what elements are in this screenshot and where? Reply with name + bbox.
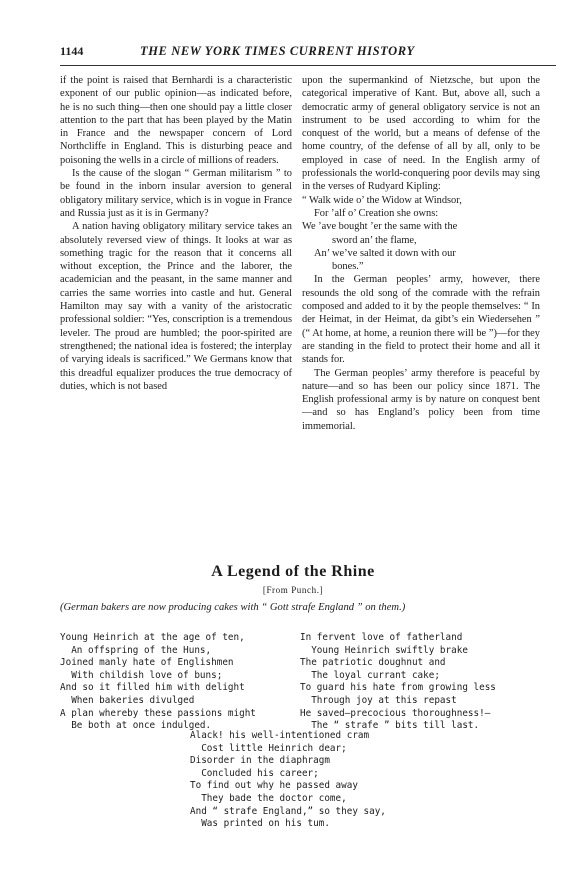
header-rule xyxy=(60,65,556,66)
poem-line: Young Heinrich at the age of ten, xyxy=(60,632,245,643)
poem-line: To guard his hate from growing less xyxy=(300,682,496,694)
page-number: 1144 xyxy=(60,44,84,58)
verse-line: An’ we’ve salted it down with our xyxy=(314,247,456,259)
verse-line: We ’ave bought ’er the same with the xyxy=(302,221,458,233)
article-paragraph: The German peoples’ army therefore is peaceful by nature—and so has been our policy since 1871. The English professional army is by nature on conquest bent—and so has England’s policy been from time immemorial. xyxy=(302,367,540,432)
poem-line: Was printed on his tum. xyxy=(190,818,330,830)
page-header xyxy=(60,44,546,62)
article-paragraph: A nation having obligatory military service takes an absolutely reversed view of things. It looks at war as something tragic for the reason that it concerns all without exception, the Prince and the laborer, the academician and the peasant, in the same manner and carries the same worries into castle and hut. General Hamilton may say with a vanity of the aristocratic professional soldier: “Yes, conscription is a tremendous leveler. The proud are humbled; the poor-spirited are strengthened; the national idea is fostered; the interplay of varying ideals is sacrificed.” We Germans know that this dreadful equalizer produces the true democracy of duties, which is not based xyxy=(60,221,292,392)
poem-line: They bade the doctor come, xyxy=(190,792,347,804)
poem-line: And “ strafe England,” so they say, xyxy=(190,805,386,817)
poem-source: [From Punch.] xyxy=(262,585,324,595)
poem-stanza-1 xyxy=(60,632,256,733)
poem-line: And so it filled him with delight xyxy=(60,682,245,694)
poem-line: The loyal currant cake; xyxy=(300,669,440,681)
poem-subtitle: (German bakers are now producing cakes with “ Gott strafe England ” on them.) xyxy=(60,602,406,613)
poem-line: To find out why he passed away xyxy=(190,780,358,792)
poem-line: With childish love of buns; xyxy=(60,669,223,681)
article-paragraph: upon the supermankind of Nietzsche, but upon the categorical imperative of Kant. But, above all, such a democratic army of general obligatory service is not an instrument to be used according to whim for the conquest of the world, but a means of defense of the home country, of the defense of all by all, only to be employed in case of need. In the English army of professionals the world-conquering poor devils may sing in the verses of Rudyard Kipling: xyxy=(302,75,540,193)
poem-line: Alack! his well-intentioned cram xyxy=(190,730,370,741)
poem-line: Cost little Heinrich dear; xyxy=(190,742,347,754)
kipling-verse xyxy=(302,194,540,274)
poem-stanza-2 xyxy=(300,632,496,733)
running-head: THE NEW YORK TIMES CURRENT HISTORY xyxy=(140,44,415,58)
poem-line: When bakeries divulged xyxy=(60,694,195,706)
article-left-column xyxy=(60,74,292,393)
poem-line: The “ strafe ” bits till last. xyxy=(300,720,480,732)
verse-line: “ Walk wide o’ the Widow at Windsor, xyxy=(302,194,462,206)
article-paragraph: In the German peoples’ army, however, there resounds the old song of the comrade with the refrain composed and added to it by the people themselves: “ In der Heimat, in der Heimat, da gibt’s ein Wiedersehen ” (“ At home, at home, a reunion there will be ”)—for they are standing in the field to protect their home and all it stands for. xyxy=(302,274,540,366)
poem-line: He saved—precocious thoroughness!— xyxy=(300,707,491,719)
poem-line: Joined manly hate of Englishmen xyxy=(60,657,234,669)
poem-line: Young Heinrich swiftly brake xyxy=(300,644,468,656)
article-paragraph: Is the cause of the slogan “ German militarism ” to be found in the inborn insular aversion to general obligatory military service, which is in vogue in France and Russia just as it is in Germany? xyxy=(60,168,292,219)
verse-line: sword an’ the flame, xyxy=(332,234,417,246)
poem-line: An offspring of the Huns, xyxy=(60,644,212,656)
article-paragraph: if the point is raised that Bernhardi is a characteristic exponent of our public opinion—as indicated before, he is no such thing—then one should pay a little closer attention to the part that has been played by the Matin in France and the newspaper concern of Lord Northcliffe in England. This is disturbing peace and poisoning the wells in a circle of millions of readers. xyxy=(60,75,292,166)
verse-line: bones.” xyxy=(332,261,364,273)
poem-line: A plan whereby these passions might xyxy=(60,707,256,719)
verse-line: For ’alf o’ Creation she owns: xyxy=(314,207,439,219)
poem-title: A Legend of the Rhine xyxy=(211,563,375,580)
poem-line: The patriotic doughnut and xyxy=(300,657,446,669)
poem-line: Be both at once indulged. xyxy=(60,720,212,732)
poem-line: Through joy at this repast xyxy=(300,694,457,706)
poem-line: Disorder in the diaphragm xyxy=(190,755,330,767)
article-right-column xyxy=(302,74,540,433)
poem-line: Concluded his career; xyxy=(190,767,319,779)
poem-line: In fervent love of fatherland xyxy=(300,632,463,643)
poem-stanza-3 xyxy=(190,730,386,831)
